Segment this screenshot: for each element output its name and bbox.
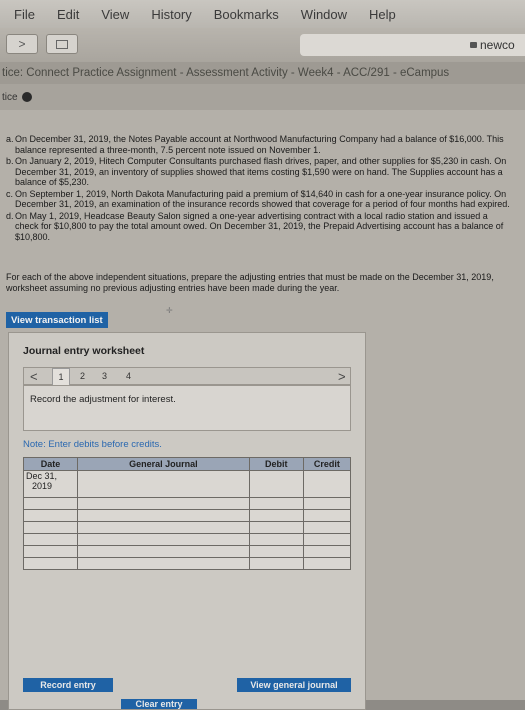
menu-window[interactable]: Window [300,6,348,22]
table-row [24,534,351,546]
problem-item-label: a. [6,134,14,144]
column-header-general-journal: General Journal [78,458,250,471]
date-line: 2019 [32,481,53,491]
entry-note: Note: Enter debits before credits. [23,439,162,450]
table-row [24,510,351,522]
view-transaction-list-button[interactable]: View transaction list [6,312,108,328]
worksheet-title: Journal entry worksheet [23,345,145,357]
debit-cell[interactable] [249,471,303,498]
assignment-subbar [0,84,525,110]
clear-entry-button[interactable]: Clear entry [121,699,197,709]
debit-cell[interactable] [249,522,303,534]
sidebar-toggle-button[interactable] [46,34,78,54]
instructions: For each of the above independent situations, prepare the adjusting entries that must be made on the December 31, 2019, worksheet assuming no previous adjusting entries have been made during the year. [6,272,494,293]
problem-item [6,134,511,155]
menu-bookmarks[interactable]: Bookmarks [213,6,279,22]
page-content [0,110,525,709]
credit-cell[interactable] [303,546,350,558]
address-text: newco [480,38,515,52]
account-cell[interactable] [78,498,250,510]
table-row [24,522,351,534]
column-header-debit: Debit [249,458,303,471]
table-row [24,471,351,498]
table-row [24,558,351,570]
account-cell[interactable] [78,471,250,498]
date-cell[interactable] [24,522,78,534]
credit-cell[interactable] [303,510,350,522]
view-general-journal-button[interactable]: View general journal [237,678,351,692]
table-row [24,498,351,510]
menu-bar [0,0,525,28]
tab-title: tice: Connect Practice Assignment - Assessment Activity - Week4 - ACC/291 - eCampus [2,67,450,79]
lock-icon [470,42,477,48]
problem-item-text: On December 31, 2019, the Notes Payable account at Northwood Manufacturing Company had a balance of $16,000. This balance represented a three-month, 7.5 percent note issued on November 1. [15,134,504,155]
browser-toolbar [0,28,525,62]
journal-table [23,457,351,570]
record-entry-button[interactable]: Record entry [23,678,113,692]
problem-list [6,134,511,243]
table-row [24,546,351,558]
credit-cell[interactable] [303,534,350,546]
problem-item-label: c. [6,188,14,199]
entry-description: Record the adjustment for interest. [23,385,351,431]
info-icon[interactable] [22,92,32,102]
page-tab-1[interactable]: 1 [52,368,70,386]
date-cell[interactable] [24,510,78,522]
journal-entry-worksheet [8,332,366,710]
page-tab-2[interactable]: 2 [80,371,86,381]
date-cell[interactable] [24,546,78,558]
account-cell[interactable] [78,522,250,534]
date-cell[interactable] [24,498,78,510]
column-header-credit: Credit [303,458,350,471]
problem-item-text: On September 1, 2019, North Dakota Manufacturing paid a premium of $14,640 in cash for a one-year insurance policy. On December 31, 2019, an examination of the insurance records showed that coverage for a period of four months had expired. [15,188,510,209]
problem-item-label: b. [6,156,14,166]
column-header-date: Date [24,458,78,471]
account-cell[interactable] [78,558,250,570]
debit-cell[interactable] [249,510,303,522]
problem-item-label: d. [6,210,14,221]
next-page-button[interactable]: > [338,369,346,384]
page-tab-3[interactable]: 3 [102,371,108,381]
date-cell[interactable] [24,534,78,546]
worksheet-pagination [23,367,351,385]
prev-page-button[interactable]: < [30,369,38,384]
menu-file[interactable]: File [14,6,35,22]
forward-button[interactable] [6,34,38,54]
debit-cell[interactable] [249,498,303,510]
credit-cell[interactable] [303,498,350,510]
menu-view[interactable]: View [101,6,130,22]
date-cell[interactable] [24,558,78,570]
date-cell[interactable] [24,471,78,498]
menu-help[interactable]: Help [369,6,396,22]
account-cell[interactable] [78,510,250,522]
debit-cell[interactable] [249,546,303,558]
subbar-label: tice [2,91,18,103]
credit-cell[interactable] [303,471,350,498]
debit-cell[interactable] [249,558,303,570]
debit-cell[interactable] [249,534,303,546]
page-tab-4[interactable]: 4 [126,371,132,381]
menu-history[interactable]: History [151,6,192,22]
problem-item-text: On May 1, 2019, Headcase Beauty Salon signed a one-year advertising contract with a local radio station and issued a check for $10,800 to pay the total amount owed. On December 31, 2019, the Prepaid Advertising account has a balance of $10,800. [15,210,504,242]
cursor-icon: ✛ [166,306,173,315]
browser-tab[interactable] [0,62,525,84]
date-line: Dec 31, [26,471,58,481]
credit-cell[interactable] [303,522,350,534]
problem-item [6,156,511,188]
account-cell[interactable] [78,534,250,546]
credit-cell[interactable] [303,558,350,570]
account-cell[interactable] [78,546,250,558]
forward-icon: > [18,37,26,51]
problem-item [6,189,511,210]
problem-item [6,211,511,243]
problem-item-text: On January 2, 2019, Hitech Computer Consultants purchased flash drives, paper, and other supplies for $5,230 in cash. On December 31, 2019, an inventory of supplies showed that items costing $1,590 were on hand. The Supplies account has a balance of $5,230. [15,156,507,187]
menu-edit[interactable]: Edit [56,6,80,22]
sidebar-icon [56,40,68,49]
address-bar[interactable] [300,34,525,56]
